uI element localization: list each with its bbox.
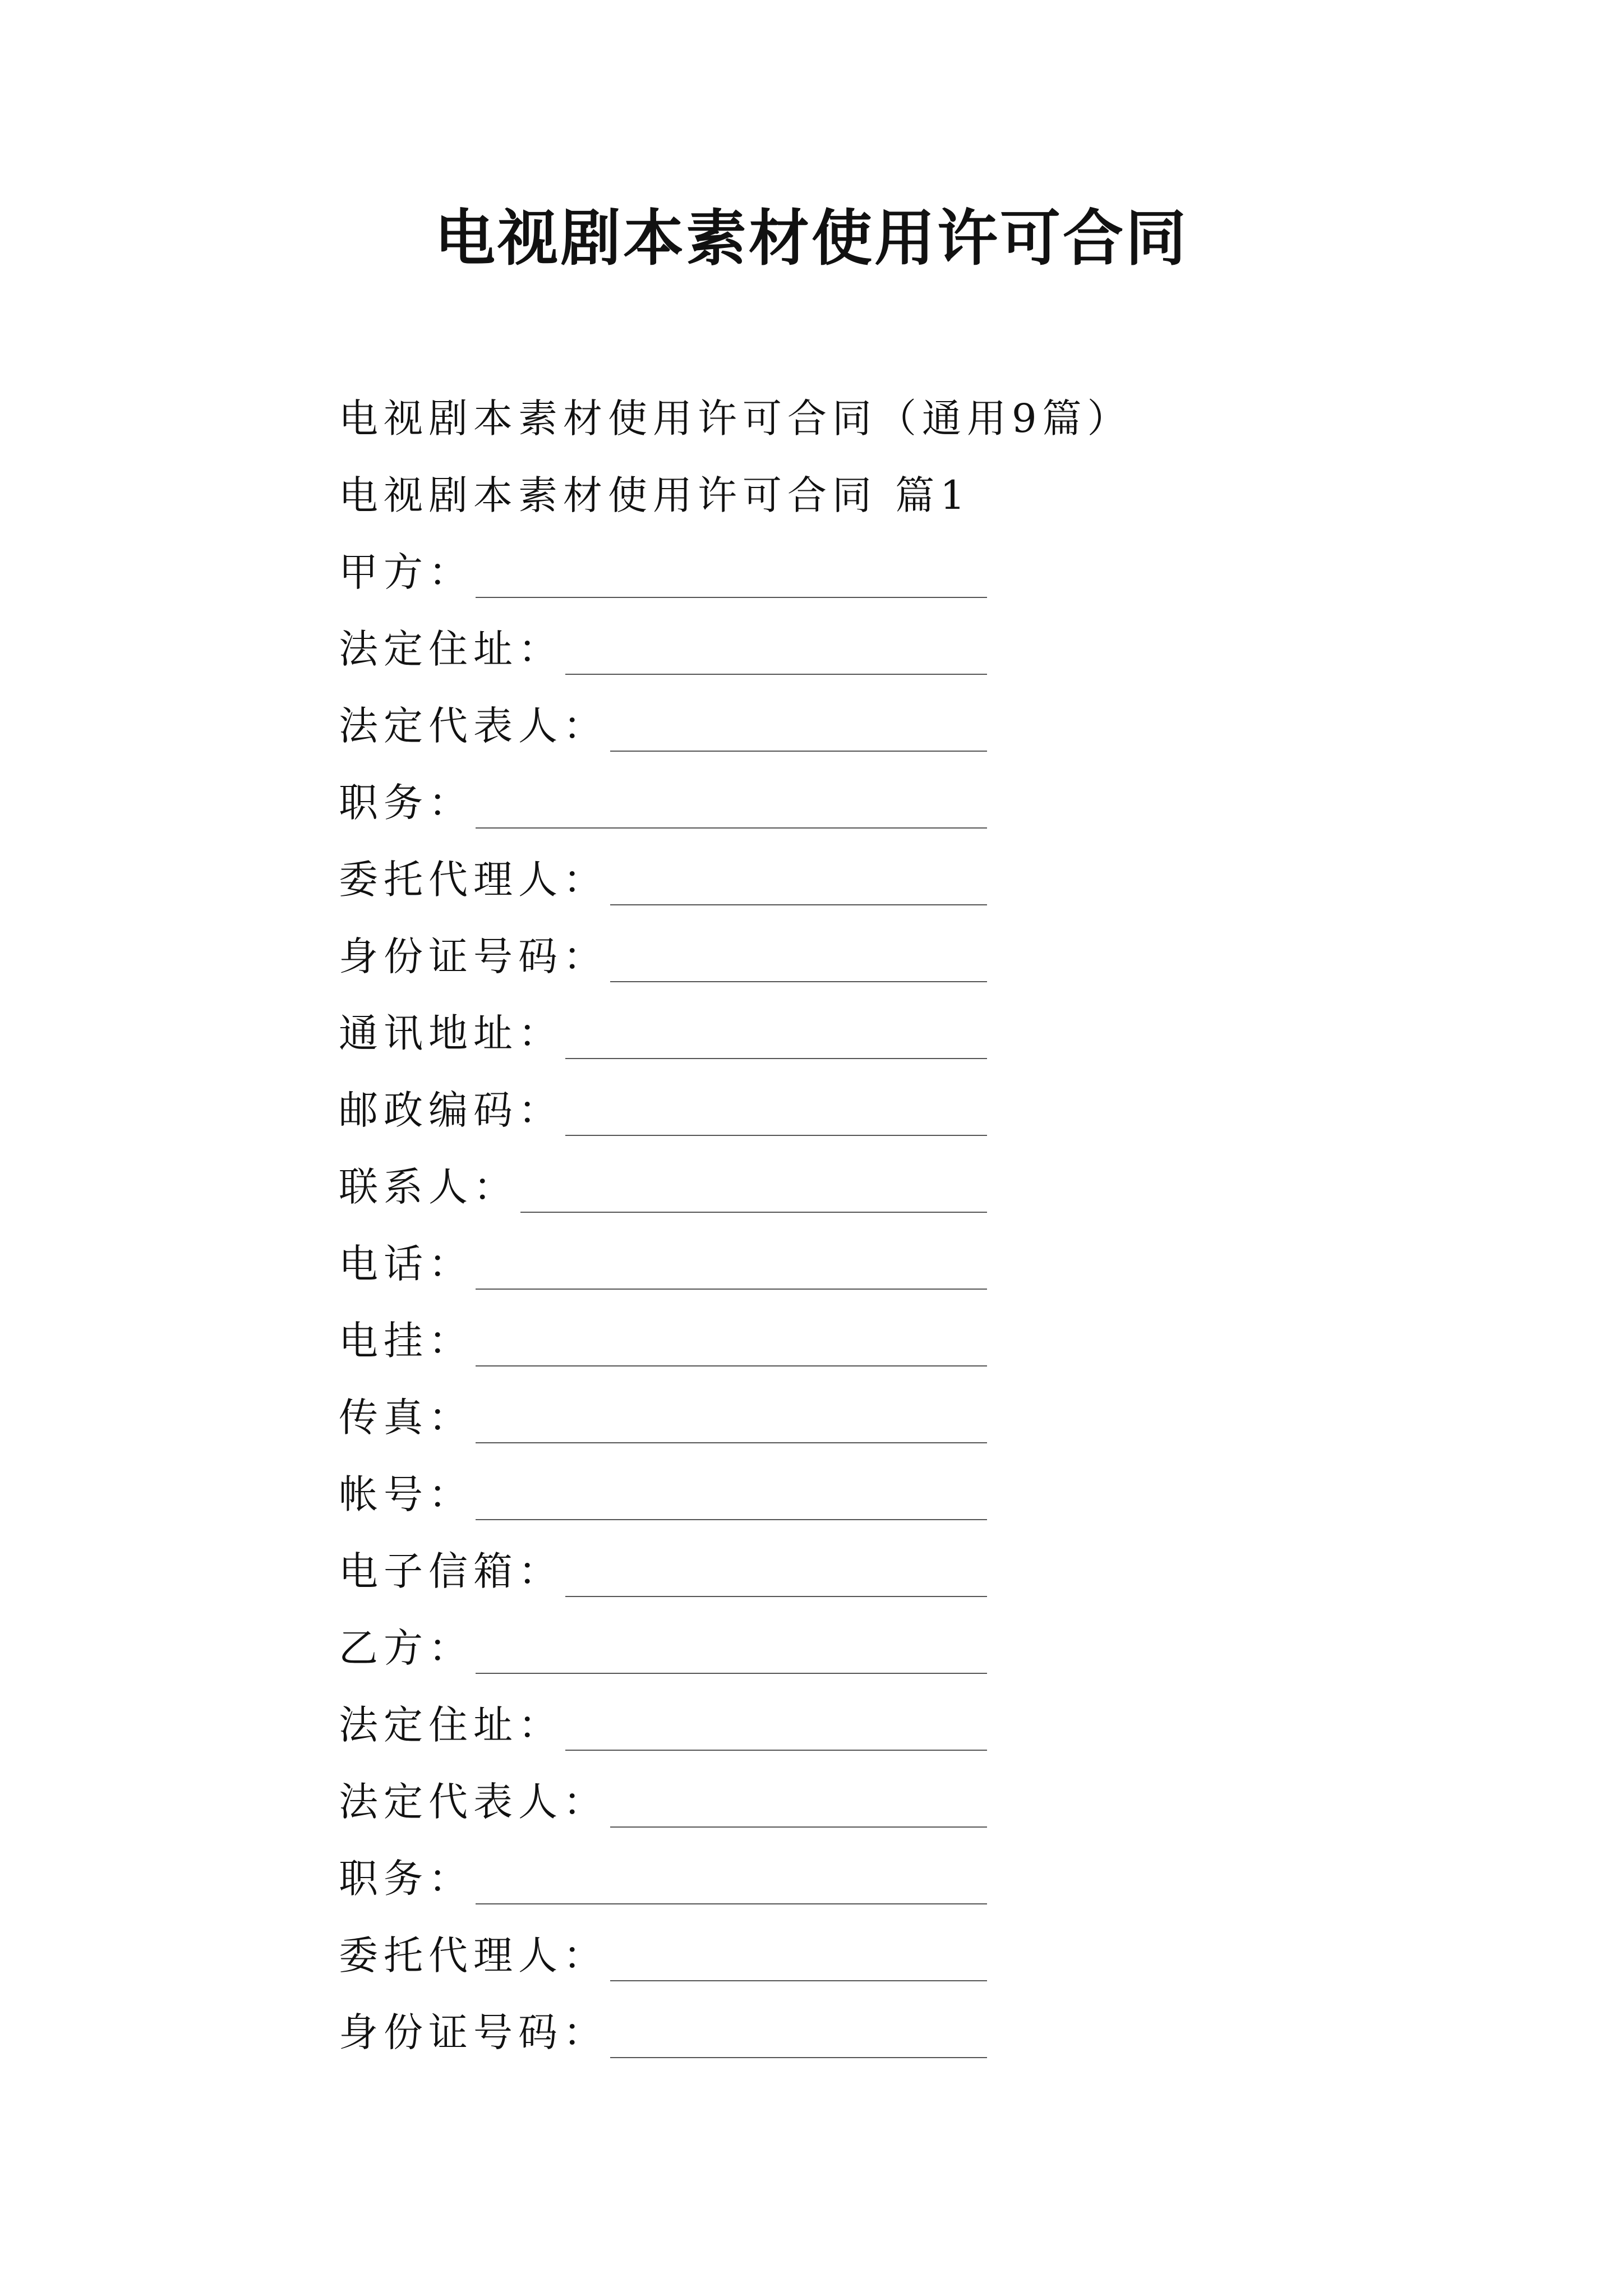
form-field <box>339 1145 1404 1222</box>
document-subtitle: 电视剧本素材使用许可合同（通用9篇） <box>339 395 1132 441</box>
field-label: 委托代理人： <box>339 857 608 903</box>
fill-in-blank <box>610 950 987 982</box>
fill-in-blank <box>610 873 987 905</box>
form-field <box>339 1683 1404 1760</box>
field-label: 邮政编码： <box>339 1087 563 1133</box>
form-field <box>339 608 1404 684</box>
fill-in-blank <box>476 796 987 829</box>
form-field <box>339 684 1404 761</box>
form-field <box>339 761 1404 838</box>
fill-in-blank <box>610 2026 987 2058</box>
form-field <box>339 915 1404 992</box>
fill-in-blank <box>565 1103 987 1136</box>
fill-in-blank <box>476 1411 987 1443</box>
fill-in-blank <box>476 1257 987 1290</box>
form-field <box>339 1222 1404 1299</box>
field-label: 通讯地址： <box>339 1010 563 1056</box>
form-field <box>339 1376 1404 1453</box>
document-body <box>339 377 1404 2068</box>
field-label: 身份证号码： <box>339 2009 608 2055</box>
form-field <box>339 1991 1404 2068</box>
field-label: 电话： <box>339 1241 473 1287</box>
form-field <box>339 1837 1404 1914</box>
field-label: 乙方： <box>339 1625 473 1671</box>
field-label: 法定代表人： <box>339 703 608 749</box>
field-label: 身份证号码： <box>339 933 608 979</box>
field-label: 职务： <box>339 1856 473 1902</box>
fill-in-blank <box>565 642 987 675</box>
field-label: 帐号： <box>339 1471 473 1517</box>
form-field <box>339 1914 1404 1991</box>
form-field <box>339 838 1404 915</box>
field-label: 委托代理人： <box>339 1932 608 1978</box>
form-field <box>339 1760 1404 1837</box>
form-field <box>339 1453 1404 1530</box>
field-label: 电子信箱： <box>339 1548 563 1594</box>
fill-in-blank <box>565 1565 987 1597</box>
fill-in-blank <box>476 1334 987 1366</box>
fill-in-blank <box>610 719 987 752</box>
fill-in-blank <box>476 565 987 598</box>
field-label: 法定住址： <box>339 1702 563 1748</box>
form-field <box>339 1069 1404 1145</box>
party-a-fields <box>339 531 1404 1607</box>
fill-in-blank <box>565 1027 987 1059</box>
form-field <box>339 992 1404 1069</box>
field-label: 法定代表人： <box>339 1779 608 1825</box>
party-b-fields <box>339 1607 1404 2068</box>
fill-in-blank <box>610 1949 987 1981</box>
field-label: 甲方： <box>339 549 473 595</box>
form-field <box>339 1299 1404 1376</box>
form-field <box>339 1607 1404 1683</box>
field-label: 电挂： <box>339 1318 473 1364</box>
form-field <box>339 1530 1404 1607</box>
form-field <box>339 531 1404 608</box>
field-label: 传真： <box>339 1395 473 1441</box>
fill-in-blank <box>476 1641 987 1674</box>
fill-in-blank <box>565 1718 987 1751</box>
field-label: 职务： <box>339 780 473 826</box>
fill-in-blank <box>476 1488 987 1520</box>
field-label: 法定住址： <box>339 626 563 672</box>
section-heading: 电视剧本素材使用许可合同 篇1 <box>339 472 971 518</box>
fill-in-blank <box>476 1872 987 1904</box>
fill-in-blank <box>610 1795 987 1828</box>
page-title: 电视剧本素材使用许可合同 <box>434 203 1188 274</box>
fill-in-blank <box>520 1180 987 1213</box>
field-label: 联系人： <box>339 1164 518 1210</box>
